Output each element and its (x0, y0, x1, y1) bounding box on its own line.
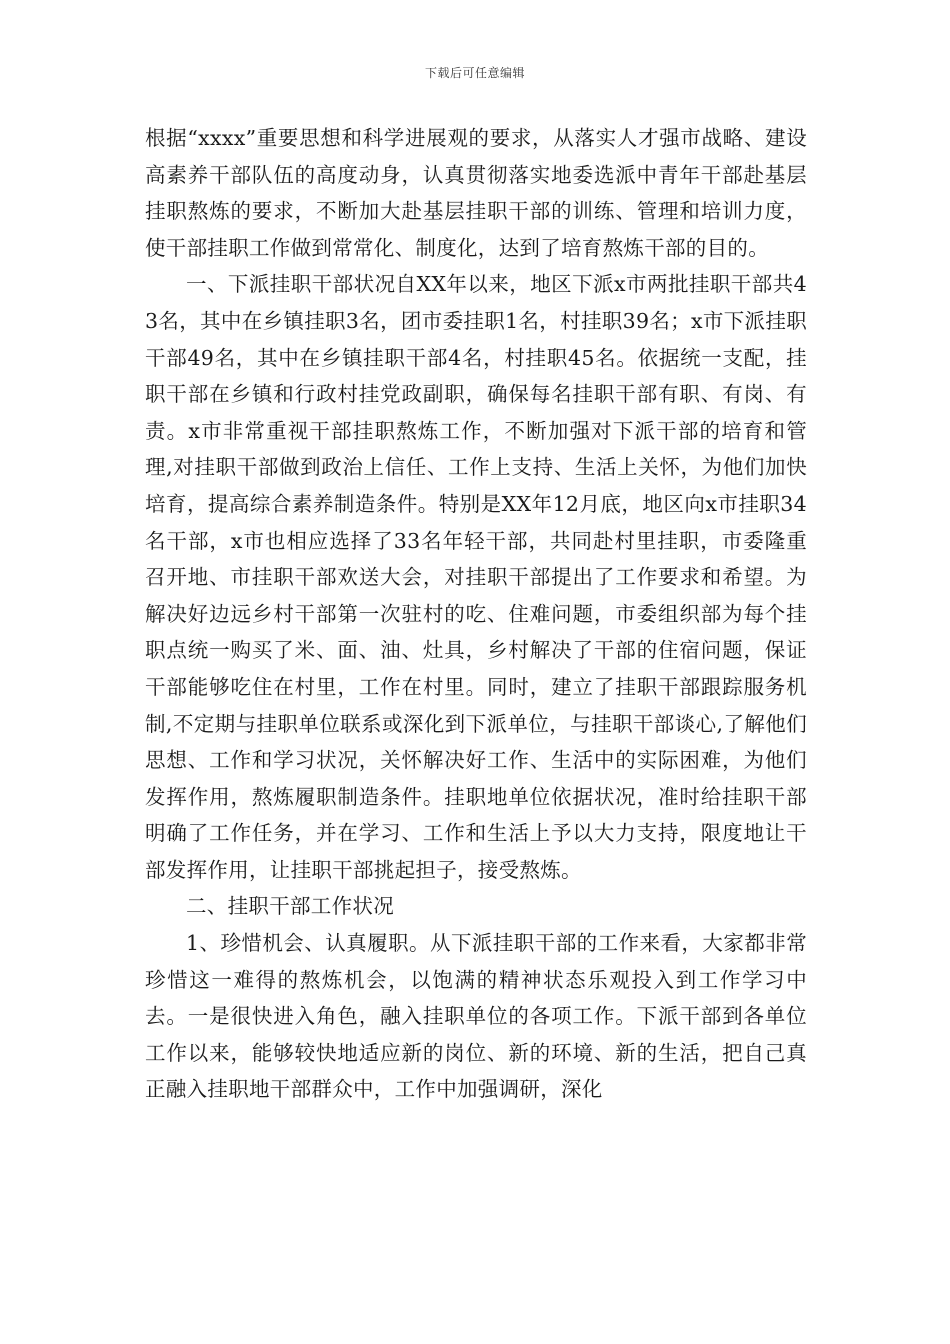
document-body (145, 120, 807, 1108)
paragraph-section-2-1: 1、珍惜机会、认真履职。从下派挂职干部的工作来看，大家都非常珍惜这一难得的熬炼机会，以饱满的精神状态乐观投入到工作学习中去。一是很快进入角色，融入挂职单位的各项工作。下派干部到各单位工作以来，能够较快地适应新的岗位、新的环境、新的生活，把自己真正融入挂职地干部群众中，工作中加强调研，深化 (145, 931, 807, 1102)
section-heading-2: 二、挂职干部工作状况 (186, 894, 394, 919)
page-header: 下载后可任意编辑 (424, 66, 525, 80)
paragraph-intro: 根据“xxxx”重要思想和科学进展观的要求，从落实人才强市战略、建设高素养干部队伍的高度动身，认真贯彻落实地委选派中青年干部赴基层挂职熬炼的要求，不断加大赴基层挂职干部的训练、管理和培训力度，使干部挂职工作做到常常化、制度化，达到了培育熬炼干部的目的。 (145, 126, 807, 260)
paragraph-section-1: 一、下派挂职干部状况自XX年以来，地区下派x市两批挂职干部共43名，其中在乡镇挂职3名，团市委挂职1名，村挂职39名；x市下派挂职干部49名，其中在乡镇挂职干部4名，村挂职45名。依据统一支配，挂职干部在乡镇和行政村挂党政副职，确保每名挂职干部有职、有岗、有责。x市非常重视干部挂职熬炼工作，不断加强对下派干部的培育和管理,对挂职干部做到政治上信任、工作上支持、生活上关怀，为他们加快培育，提高综合素养制造条件。特别是XX年12月底，地区向x市挂职34名干部，x市也相应选择了33名年轻干部，共同赴村里挂职，市委隆重召开地、市挂职干部欢送大会，对挂职干部提出了工作要求和希望。为解决好边远乡村干部第一次驻村的吃、住难问题，市委组织部为每个挂职点统一购买了米、面、油、灶具，乡村解决了干部的住宿问题，保证干部能够吃住在村里，工作在村里。同时，建立了挂职干部跟踪服务机制,不定期与挂职单位联系或深化到下派单位，与挂职干部谈心,了解他们思想、工作和学习状况，关怀解决好工作、生活中的实际困难，为他们发挥作用，熬炼履职制造条件。挂职地单位依据状况，准时给挂职干部明确了工作任务，并在学习、工作和生活上予以大力支持，限度地让干部发挥作用，让挂职干部挑起担子，接受熬炼。 (145, 272, 807, 882)
